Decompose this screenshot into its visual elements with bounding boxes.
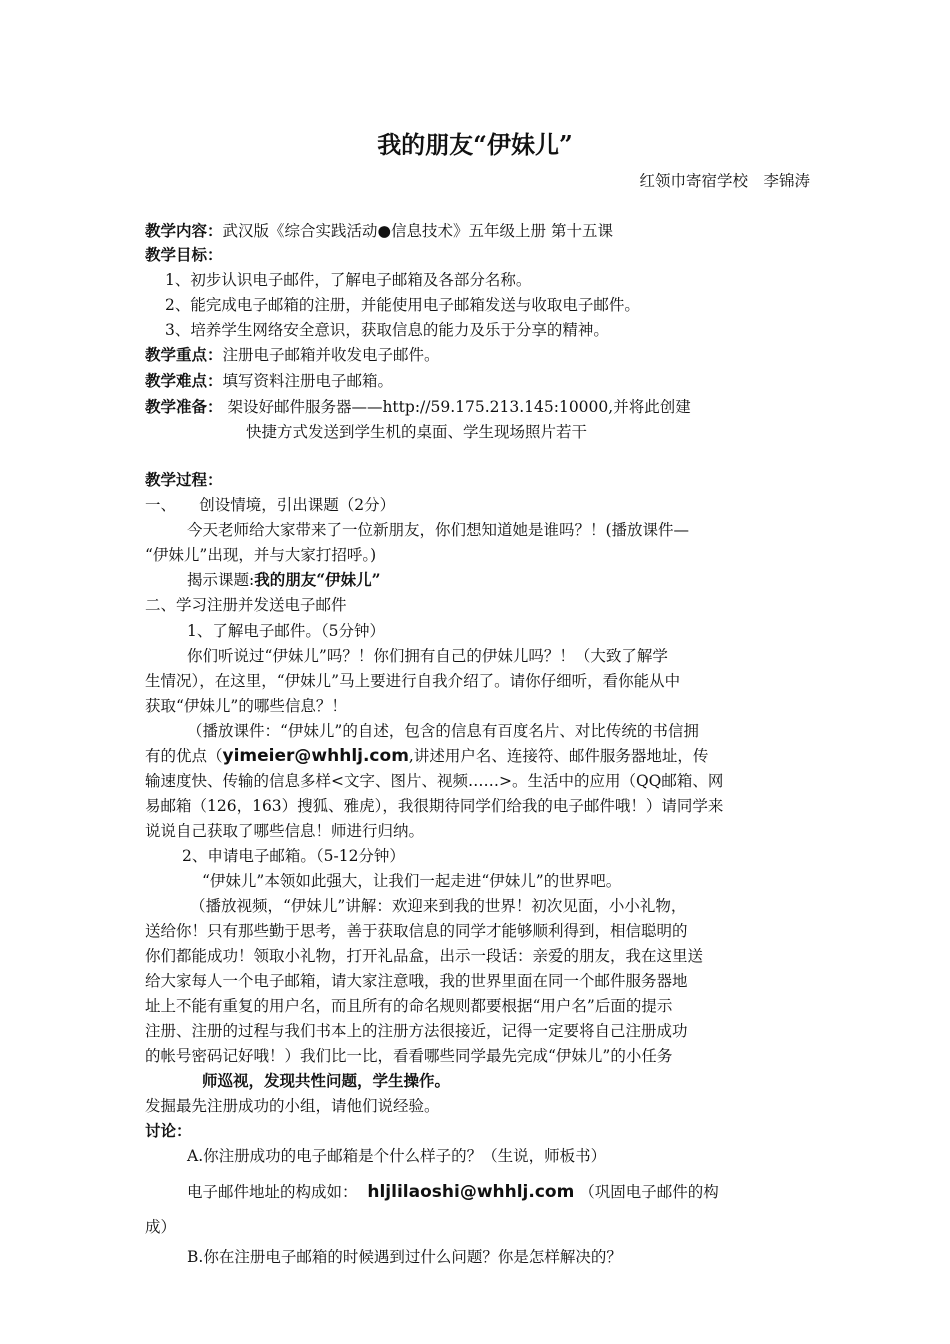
- text-fragment: ,讲述用户名、连接符、邮件服务器地址，传: [408, 747, 709, 765]
- email-address: yimeier@whhlj.com: [222, 746, 409, 766]
- discussion-question-b: B.你在注册电子邮箱的时候遇到过什么问题？你是怎样解决的？: [187, 1248, 622, 1266]
- paragraph-line: 你们都能成功！领取小礼物，打开礼品盒，出示一段话：亲爱的朋友，我在这里送: [145, 947, 704, 965]
- paragraph-line: 送给你！只有那些勤于思考，善于获取信息的同学才能够顺利得到，相信聪明的: [145, 922, 688, 940]
- goal-item: 3、培养学生网络安全意识，获取信息的能力及乐于分享的精神。: [165, 321, 609, 339]
- paragraph-line: 发掘最先注册成功的小组，请他们说经验。: [145, 1097, 440, 1115]
- goals-label: 教学目标：: [145, 246, 223, 264]
- author-line: 红领巾寄宿学校 李锦涛: [639, 172, 810, 190]
- prep-text: 架设好邮件服务器——http://59.175.213.145:10000,并将此创建: [227, 398, 691, 416]
- paragraph-line: 生情况），在这里，“伊妹儿”马上要进行自我介绍了。请你仔细听，看你能从中: [145, 672, 681, 690]
- discussion-label: 讨论：: [145, 1122, 192, 1140]
- paragraph-line: 成）: [145, 1218, 177, 1236]
- difficulty-label: 教学难点：: [145, 372, 223, 390]
- page-title: 我的朋友“伊妹儿”: [377, 130, 573, 159]
- goal-item: 2、能完成电子邮箱的注册，并能使用电子邮箱发送与收取电子邮件。: [165, 296, 640, 314]
- reveal-topic-line: [187, 569, 381, 591]
- prep-label: 教学准备：: [145, 398, 223, 416]
- prep-text-cont: 快捷方式发送到学生机的桌面、学生现场照片若干: [246, 423, 588, 441]
- bold-instruction: 师巡视，发现共性问题，学生操作。: [202, 1071, 451, 1090]
- paragraph-line: 给大家每人一个电子邮箱，请大家注意哦，我的世界里面在同一个邮件服务器地: [145, 972, 688, 990]
- text-fragment: 电子邮件地址的构成如：: [187, 1183, 358, 1201]
- email-address: hljlilaoshi@whhlj.com: [367, 1182, 575, 1202]
- paragraph-line: 获取“伊妹儿”的哪些信息？！: [145, 697, 347, 715]
- paragraph-line: 说说自己获取了哪些信息！师进行归纳。: [145, 822, 425, 840]
- key-point-label: 教学重点：: [145, 346, 223, 364]
- discussion-question-a: A.你注册成功的电子邮箱是个什么样子的？（生说，师板书）: [187, 1147, 607, 1165]
- subsection-heading: 1、了解电子邮件。（5分钟）: [187, 622, 385, 640]
- paragraph-line: 注册、注册的过程与我们书本上的注册方法很接近，记得一定要将自己注册成功: [145, 1022, 688, 1040]
- paragraph-line: “伊妹儿”本领如此强大，让我们一起走进“伊妹儿”的世界吧。: [202, 872, 622, 890]
- paragraph-line: 易邮箱（126，163）搜狐、雅虎），我很期待同学们给我的电子邮件哦！）请同学来: [145, 797, 724, 815]
- difficulty-line: [145, 370, 393, 392]
- text-fragment: （巩固电子邮件的构: [579, 1183, 719, 1201]
- key-point-line: [145, 344, 440, 366]
- content-line: [145, 220, 613, 242]
- key-point-text: 注册电子邮箱并收发电子邮件。: [222, 346, 440, 364]
- paragraph-line: 今天老师给大家带来了一位新朋友，你们想知道她是谁吗？！(播放课件—: [187, 521, 690, 539]
- paragraph-line-with-email: [145, 745, 708, 767]
- paragraph-line: 输速度快、传输的信息多样<文字、图片、视频……>。生活中的应用（QQ邮箱、网: [145, 772, 724, 790]
- paragraph-line: （播放课件：“伊妹儿”的自述，包含的信息有百度名片、对比传统的书信拥: [187, 722, 699, 740]
- goal-item: 1、初步认识电子邮件，了解电子邮箱及各部分名称。: [165, 271, 532, 289]
- prep-line: [145, 396, 691, 418]
- subsection-heading: 2、申请电子邮箱。（5-12分钟）: [182, 847, 405, 865]
- paragraph-line: 的帐号密码记好哦！）我们比一比，看看哪些同学最先完成“伊妹儿”的小任务: [145, 1047, 673, 1065]
- paragraph-line: 你们听说过“伊妹儿”吗？！你们拥有自己的伊妹儿吗？！（大致了解学: [187, 647, 668, 665]
- paragraph-line: （播放视频，“伊妹儿”讲解：欢迎来到我的世界！初次见面，小小礼物，: [190, 897, 687, 915]
- paragraph-line: “伊妹儿”出现，并与大家打招呼。): [145, 546, 377, 564]
- text-fragment: 有的优点（: [145, 747, 223, 765]
- reveal-prefix: 揭示课题:: [187, 571, 255, 589]
- difficulty-text: 填写资料注册电子邮箱。: [222, 372, 394, 390]
- section-heading: 一、 创设情境，引出课题（2分）: [145, 496, 396, 514]
- content-text: 武汉版《综合实践活动●信息技术》五年级上册 第十五课: [222, 222, 613, 240]
- email-structure-line: [187, 1181, 719, 1203]
- process-label: 教学过程：: [145, 471, 223, 489]
- section-heading: 二、学习注册并发送电子邮件: [145, 596, 347, 614]
- paragraph-line: 址上不能有重复的用户名，而且所有的命名规则都要根据“用户名”后面的提示: [145, 997, 673, 1015]
- reveal-topic: 我的朋友“伊妹儿”: [254, 570, 381, 589]
- content-label: 教学内容：: [145, 222, 223, 240]
